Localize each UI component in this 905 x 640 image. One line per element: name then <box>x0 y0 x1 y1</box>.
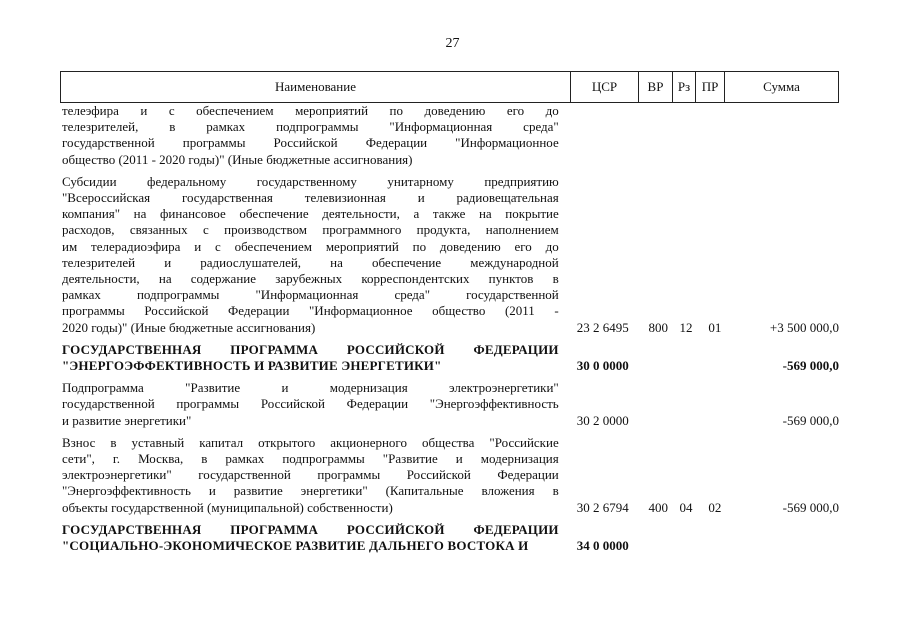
row-name <box>60 380 559 429</box>
row-name-line: ГОСУДАРСТВЕННАЯ ПРОГРАММА РОССИЙСКОЙ ФЕДЕРАЦИИ <box>62 341 559 357</box>
row-pr: 02 <box>708 499 722 515</box>
row-name-line: электроэнергетики" государственной программы Российской Федерации <box>62 467 559 483</box>
row-rz: 04 <box>679 499 693 515</box>
row-csr: 34 0 0000 <box>576 538 629 554</box>
header-name: Наименование <box>275 79 356 94</box>
header-csr: ЦСР <box>570 72 638 102</box>
row-sum: -569 000,0 <box>782 412 839 428</box>
row-name-line: Субсидии федеральному государственному унитарному предприятию <box>62 173 559 189</box>
row-name <box>60 342 559 374</box>
row-csr: 30 2 0000 <box>576 412 629 428</box>
row-sum: +3 500 000,0 <box>769 319 839 335</box>
row-name-line: общество (2011 - 2020 годы)" (Иные бюджетные ассигнования) <box>62 151 413 167</box>
header-pr: ПР <box>695 72 724 102</box>
row-name-line: "Всероссийская государственная телевизионная и радиовещательная <box>62 190 559 206</box>
row-name-line: телезрителей и радиослушателей, на обеспечение международной <box>62 254 559 270</box>
row-name-line: рамках подпрограммы "Информационная среда" государственной <box>62 287 559 303</box>
row-name-line: государственной программы Российской Федерации "Информационное <box>62 135 559 151</box>
row-name-line: "Энергоэффективность и развитие энергетики" (Капитальные вложения в <box>62 483 559 499</box>
row-name <box>60 522 559 554</box>
row-name-line: объекты государственной (муниципальной) собственности) <box>62 499 393 515</box>
row-name <box>60 174 559 336</box>
row-name-line: "ЭНЕРГОЭФФЕКТИВНОСТЬ И РАЗВИТИЕ ЭНЕРГЕТИКИ" <box>62 358 442 374</box>
row-pr: 01 <box>708 319 722 335</box>
row-name-line: телезрителей, в рамках подпрограммы "Информационная среда" <box>62 119 559 135</box>
row-name <box>60 435 559 516</box>
header-vr: ВР <box>638 72 672 102</box>
table-row <box>60 435 839 516</box>
table-row <box>60 342 839 374</box>
header-sum: Сумма <box>724 72 838 102</box>
row-name-line: и развитие энергетики" <box>62 412 192 428</box>
row-name-line: государственной программы Российской Федерации "Энергоэффективность <box>62 396 559 412</box>
row-csr: 30 2 6794 <box>576 499 629 515</box>
row-rz: 12 <box>679 319 693 335</box>
row-sum: -569 000,0 <box>782 499 839 515</box>
row-name-line: программы Российской Федерации "Информационное общество (2011 - <box>62 303 559 319</box>
header-rz: Рз <box>672 72 695 102</box>
table-body <box>60 103 839 554</box>
row-name-line: Взнос в уставный капитал открытого акционерного общества "Российские <box>62 434 559 450</box>
budget-table <box>60 71 839 554</box>
table-row <box>60 522 839 554</box>
table-row <box>60 103 839 168</box>
row-name-line: сети", г. Москва, в рамках подпрограммы "Развитие и модернизация <box>62 451 559 467</box>
row-name-line: деятельности, на содержание зарубежных корреспондентских пунктов в <box>62 271 559 287</box>
row-csr: 30 0 0000 <box>576 358 629 374</box>
table-header <box>60 71 839 103</box>
row-name-line: Подпрограмма "Развитие и модернизация электроэнергетики" <box>62 380 559 396</box>
row-name-line: 2020 годы)" (Иные бюджетные ассигнования) <box>62 319 316 335</box>
table-row <box>60 380 839 429</box>
row-csr: 23 2 6495 <box>576 319 629 335</box>
row-name-line: ГОСУДАРСТВЕННАЯ ПРОГРАММА РОССИЙСКОЙ ФЕДЕРАЦИИ <box>62 521 559 537</box>
row-vr: 400 <box>648 499 668 515</box>
row-vr: 800 <box>648 319 668 335</box>
page-number: 27 <box>445 36 460 51</box>
row-name <box>60 103 559 168</box>
row-name-line: расходов, связанных с производством программного продукта, наполнением <box>62 222 559 238</box>
row-name-line: компания" на финансовое обеспечение деятельности, а также на покрытие <box>62 206 559 222</box>
row-name-line: телеэфира и с обеспечением мероприятий по доведению его до <box>62 103 559 118</box>
row-name-line: им телерадиоэфира и с обеспечением мероприятий по доведению его до <box>62 238 559 254</box>
row-name-line: "СОЦИАЛЬНО-ЭКОНОМИЧЕСКОЕ РАЗВИТИЕ ДАЛЬНЕГО ВОСТОКА И <box>62 538 529 554</box>
row-sum: -569 000,0 <box>782 358 839 374</box>
table-row <box>60 174 839 336</box>
